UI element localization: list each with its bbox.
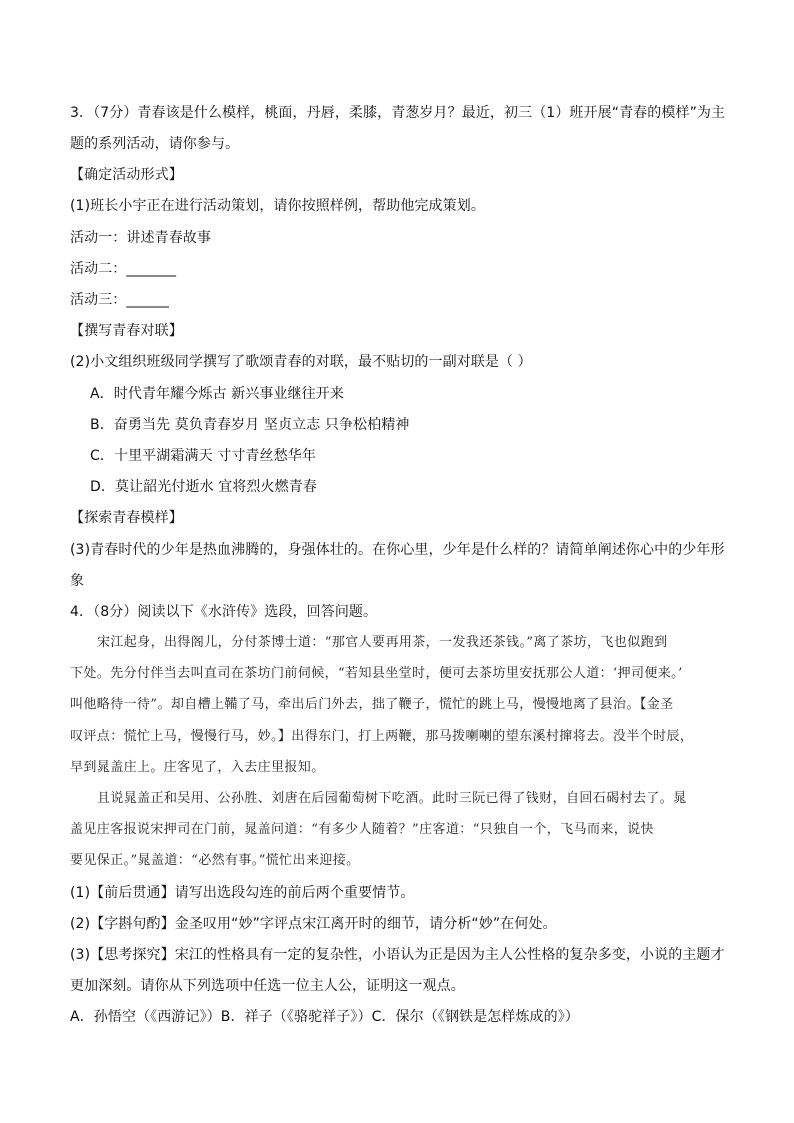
q3-section-heading-1: 【确定活动形式】: [70, 167, 183, 183]
q4-sub-question-3-line1: (3)【思考探究】宋江的性格具有一定的复杂性，小语认为正是因为主人公性格的复杂多变，小说的主题才: [70, 947, 725, 963]
q3-activity-3: 活动三：______: [70, 292, 169, 308]
q4-stem: 4．（8分）阅读以下《水浒传》选段，回答问题。: [70, 604, 378, 620]
q4-passage2-line3: 要见保正。”晁盖道：“必然有事。”慌忙出来迎接。: [70, 853, 360, 868]
q4-sub-question-3-line2: 更加深刻。请你从下列选项中任选一位主人公，证明这一观点。: [70, 978, 465, 994]
q4-passage1-line5: 早到晁盖庄上。庄客见了，入去庄里报知。: [70, 760, 325, 775]
q3-option-b: B．奋勇当先 莫负青春岁月 坚贞立志 只争松柏精神: [90, 417, 410, 433]
q3-section-heading-2: 【撰写青春对联】: [70, 323, 183, 339]
q3-activity-2: 活动二：_______: [70, 261, 177, 277]
q4-passage1-line1: 宋江起身，出得阁儿，分付茶博士道：“那官人要再用茶，一发我还茶钱。”离了茶坊，飞也似跑到: [97, 635, 668, 650]
q3-option-d: D．莫让韶光付逝水 宜将烈火燃青春: [90, 479, 317, 495]
q3-stem-line2: 题的系列活动，请你参与。: [70, 136, 240, 152]
q4-sub-question-2: (2)【字斟句酌】金圣叹用“妙”字评点宋江离开时的细节，请分析“妙”在何处。: [70, 916, 557, 932]
q3-section-heading-3: 【探索青春模样】: [70, 510, 183, 526]
q3-stem-line1: 3．（7分）青春该是什么模样，桃面，丹唇，柔膝，青葱岁月？最近，初三（1）班开展“青春的模样”为主: [70, 105, 726, 121]
q3-sub-question-2: (2)小文组织班级同学撰写了歌颂青春的对联，最不贴切的一副对联是（ ）: [70, 354, 532, 370]
q4-passage1-line4: 叹评点：慌忙上马，慢慢行马，妙。】出得东门，打上两鞭，那马拨喇喇的望东溪村撺将去。没半个时辰，: [70, 729, 694, 744]
q3-option-a: A．时代青年耀今烁古 新兴事业继往开来: [90, 386, 344, 402]
q4-choices: A．孙悟空（《西游记》）B．祥子（《骆驼祥子》）C．保尔（《钢铁是怎样炼成的》）: [70, 1009, 579, 1025]
q3-option-c: C．十里平湖霜满天 寸寸青丝愁华年: [90, 448, 316, 464]
q4-passage1-line2: 下处。先分付伴当去叫直司在茶坊门前伺候，“若知县坐堂时，便可去茶坊里安抚那公人道：‘押司便来。’: [70, 666, 683, 681]
q4-passage2-line2: 盖见庄客报说宋押司在门前，晁盖问道：“有多少人随着？”庄客道：“只独自一个，飞马而来，说快: [70, 822, 654, 837]
q3-sub-question-3-line1: (3)青春时代的少年是热血沸腾的，身强体壮的。在你心里，少年是什么样的？请简单阐述你心中的少年形: [70, 542, 725, 558]
q4-sub-question-1: (1)【前后贯通】请写出选段勾连的前后两个重要情节。: [70, 885, 415, 901]
q3-sub-question-1: (1)班长小宇正在进行活动策划，请你按照样例，帮助他完成策划。: [70, 198, 485, 214]
q3-activity-1: 活动一：讲述青春故事: [70, 230, 211, 246]
q4-passage1-line3: 叫他略待一待”。却自槽上鞴了马，牵出后门外去，拙了鞭子，慌忙的跳上马，慢慢地离了县治。【金圣: [70, 697, 674, 712]
q3-sub-question-3-line2: 象: [70, 573, 85, 589]
q4-passage2-line1: 且说晁盖正和吴用、公孙胜、刘唐在后园葡萄树下吃酒。此时三阮已得了钱财，自回石碣村去了。晁: [97, 791, 687, 806]
